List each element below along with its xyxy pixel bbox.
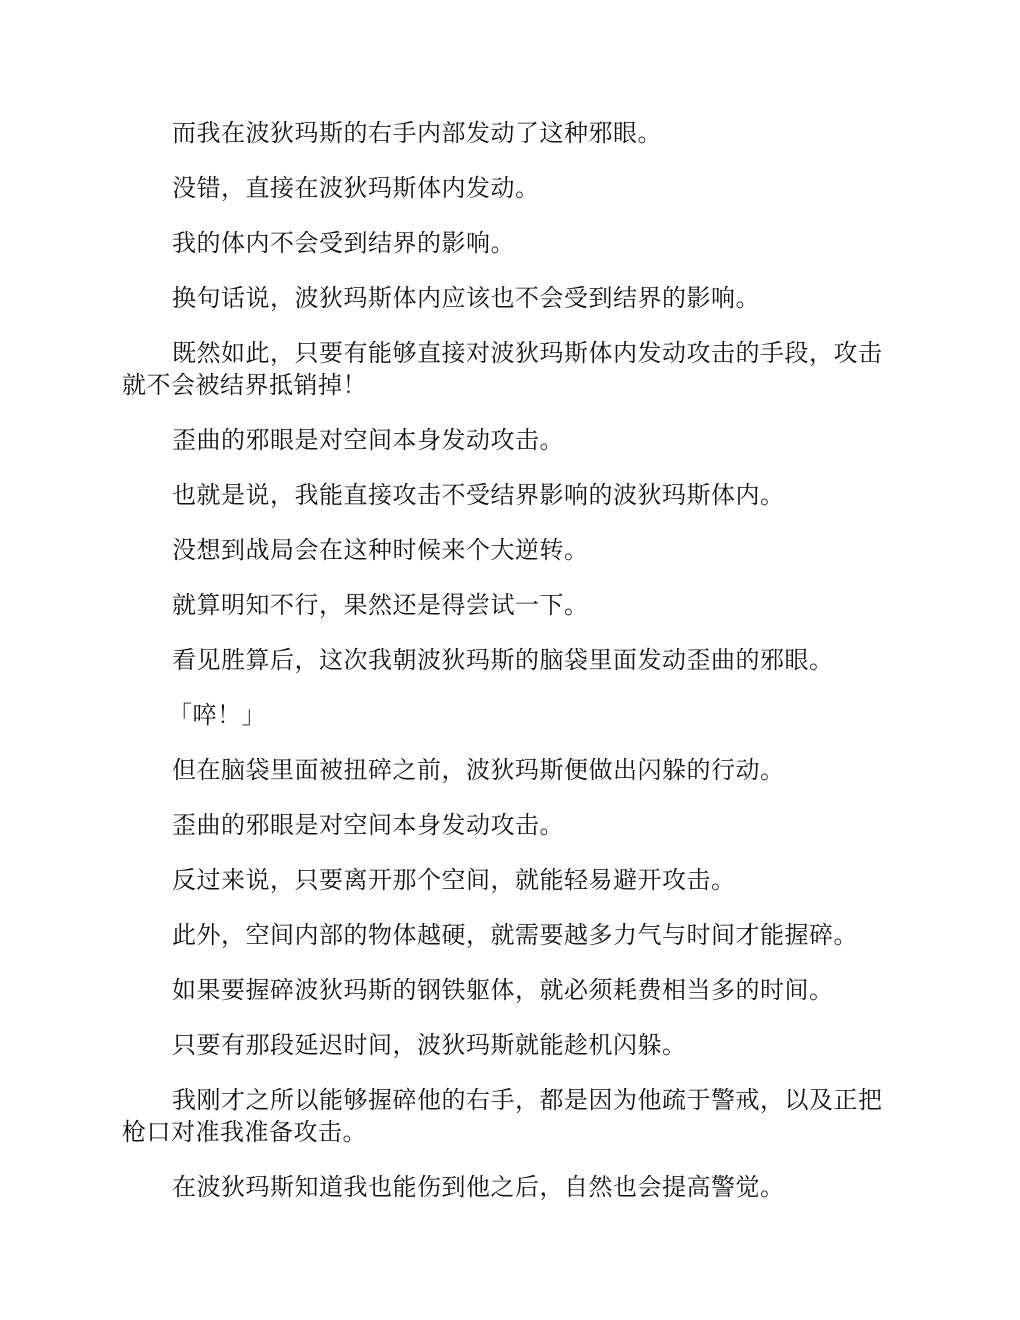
dialogue-line: 「啐！」 (168, 701, 266, 729)
paragraph: 此外，空间内部的物体越硬，就需要越多力气与时间才能握碎。 (172, 921, 858, 949)
paragraph: 如果要握碎波狄玛斯的钢铁躯体，就必须耗费相当多的时间。 (172, 976, 834, 1004)
paragraph: 歪曲的邪眼是对空间本身发动攻击。 (172, 426, 564, 454)
paragraph: 而我在波狄玛斯的右手内部发动了这种邪眼。 (172, 119, 662, 147)
paragraph: 反过来说，只要离开那个空间，就能轻易避开攻击。 (172, 866, 736, 894)
paragraph: 在波狄玛斯知道我也能伤到他之后，自然也会提高警觉。 (172, 1173, 785, 1201)
paragraph: 换句话说，波狄玛斯体内应该也不会受到结界的影响。 (172, 284, 760, 312)
paragraph: 我的体内不会受到结界的影响。 (172, 229, 515, 257)
paragraph: 只要有那段延迟时间，波狄玛斯就能趁机闪躲。 (172, 1031, 687, 1059)
paragraph: 就算明知不行，果然还是得尝试一下。 (172, 591, 589, 619)
paragraph: 歪曲的邪眼是对空间本身发动攻击。 (172, 811, 564, 839)
paragraph: 也就是说，我能直接攻击不受结界影响的波狄玛斯体内。 (172, 481, 785, 509)
paragraph: 没错，直接在波狄玛斯体内发动。 (172, 174, 540, 202)
body-text (122, 117, 898, 1226)
paragraph: 没想到战局会在这种时候来个大逆转。 (172, 536, 589, 564)
paragraph: 但在脑袋里面被扭碎之前，波狄玛斯便做出闪躲的行动。 (172, 756, 785, 784)
paragraph: 我刚才之所以能够握碎他的右手，都是因为他疏于警戒，以及正把枪口对准我准备攻击。 (122, 1086, 883, 1146)
paragraph: 既然如此，只要有能够直接对波狄玛斯体内发动攻击的手段，攻击就不会被结界抵销掉！ (122, 339, 883, 399)
paragraph: 看见胜算后，这次我朝波狄玛斯的脑袋里面发动歪曲的邪眼。 (172, 646, 834, 674)
